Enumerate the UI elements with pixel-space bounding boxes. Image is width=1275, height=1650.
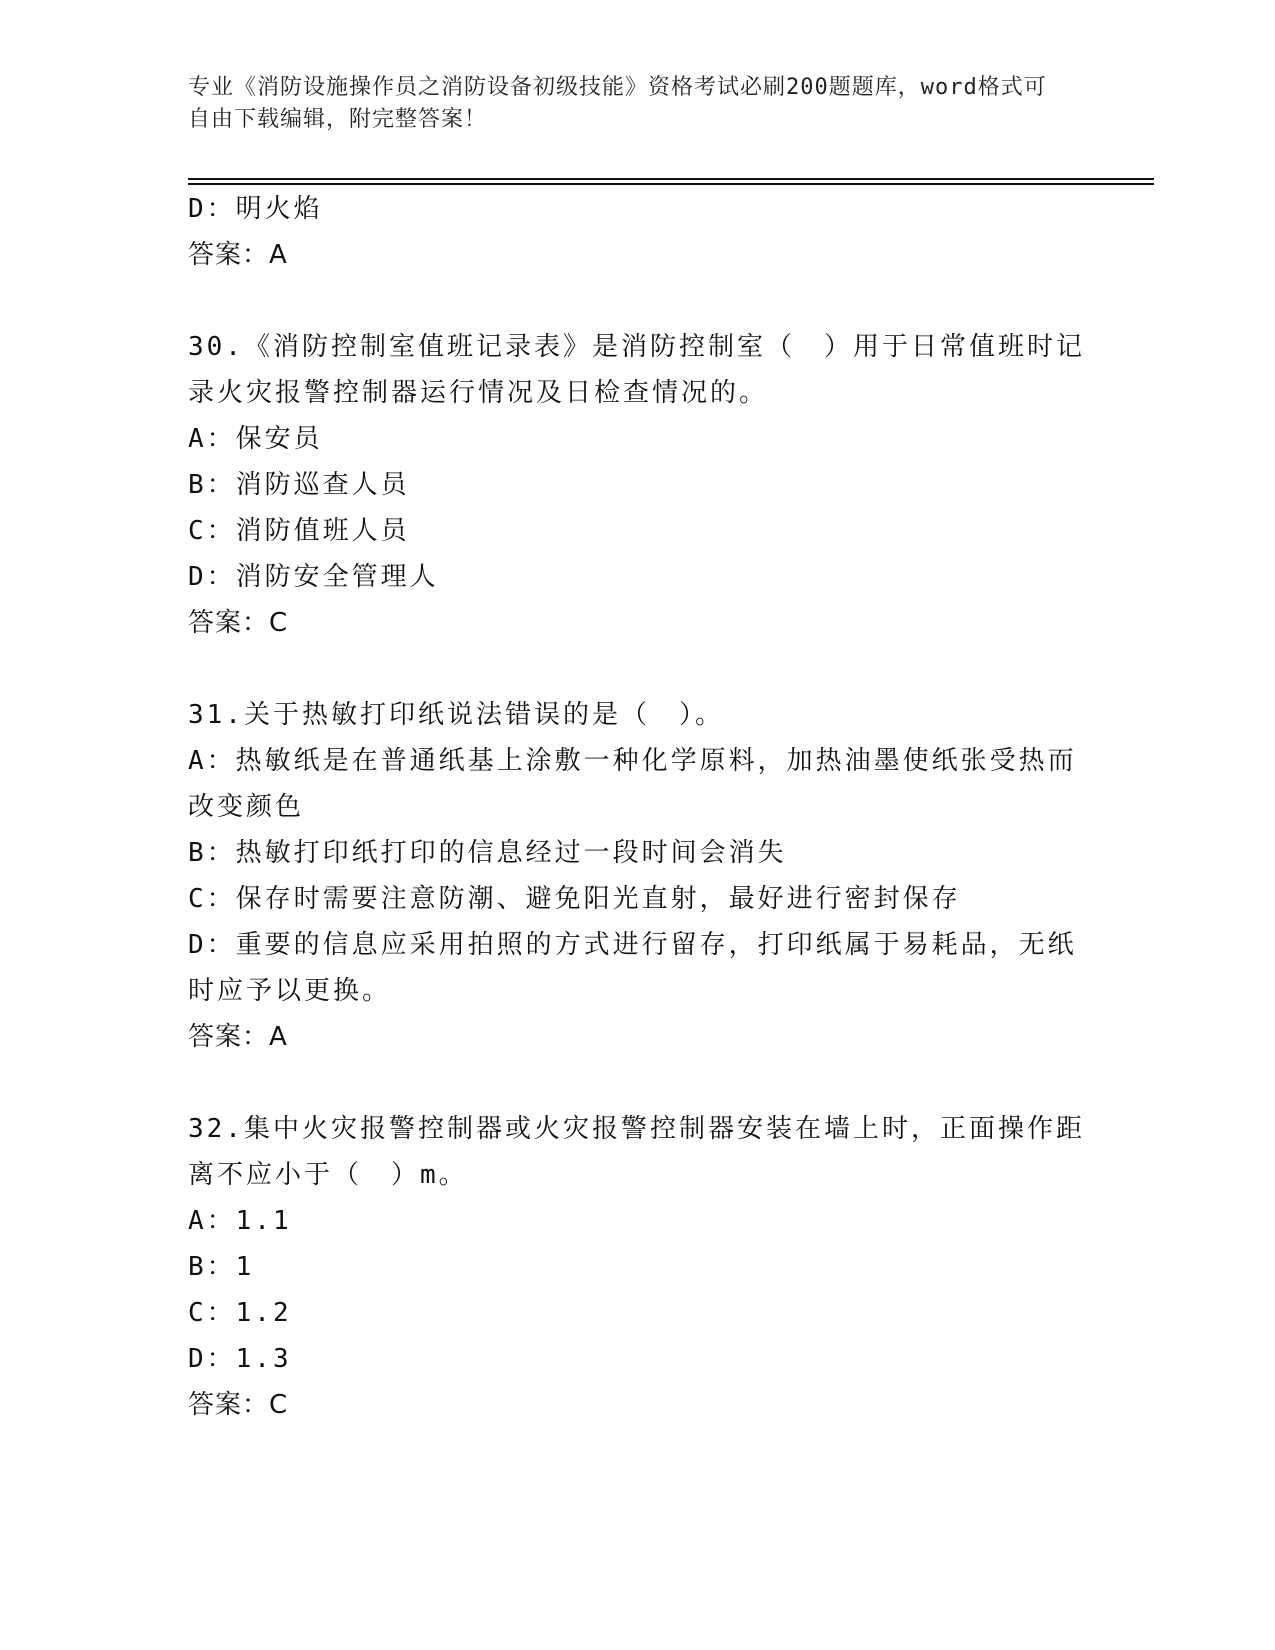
option-a: A：保安员 bbox=[188, 424, 323, 454]
header-divider-top bbox=[188, 178, 1154, 180]
question-stem: 31.关于热敏打印纸说法错误的是（ ）。 bbox=[188, 700, 724, 730]
option-a: A：1.1 bbox=[188, 1206, 292, 1236]
question-30 bbox=[188, 324, 1088, 646]
carryover-answer: 答案：A bbox=[188, 240, 288, 270]
question-32 bbox=[188, 1106, 1088, 1428]
question-answer: 答案：C bbox=[188, 1390, 289, 1420]
document-header: 专业《消防设施操作员之消防设备初级技能》资格考试必刷200题题库，word格式可自由下载编辑，附完整答案！ bbox=[188, 75, 1047, 132]
option-c: C：消防值班人员 bbox=[188, 516, 410, 546]
question-stem: 30.《消防控制室值班记录表》是消防控制室（ ）用于日常值班时记录火灾报警控制器运行情况及日检查情况的。 bbox=[188, 332, 1085, 408]
carryover-option-d: D：明火焰 bbox=[188, 194, 323, 224]
option-d: D：1.3 bbox=[188, 1344, 292, 1374]
question-answer: 答案：A bbox=[188, 1022, 288, 1052]
question-31 bbox=[188, 692, 1088, 1060]
option-d: D：重要的信息应采用拍照的方式进行留存，打印纸属于易耗品，无纸时应予以更换。 bbox=[188, 930, 1077, 1006]
option-d: D：消防安全管理人 bbox=[188, 562, 439, 592]
option-b: B：1 bbox=[188, 1252, 255, 1282]
question-answer: 答案：C bbox=[188, 608, 289, 638]
option-b: B：热敏打印纸打印的信息经过一段时间会消失 bbox=[188, 838, 787, 868]
option-c: C：保存时需要注意防潮、避免阳光直射，最好进行密封保存 bbox=[188, 884, 961, 914]
document-body bbox=[188, 186, 1088, 1428]
option-b: B：消防巡查人员 bbox=[188, 470, 410, 500]
header-divider-bottom bbox=[188, 183, 1154, 185]
option-c: C：1.2 bbox=[188, 1298, 292, 1328]
option-a: A：热敏纸是在普通纸基上涂敷一种化学原料，加热油墨使纸张受热而改变颜色 bbox=[188, 746, 1077, 822]
question-stem: 32.集中火灾报警控制器或火灾报警控制器安装在墙上时，正面操作距离不应小于（ ）m。 bbox=[188, 1114, 1085, 1190]
